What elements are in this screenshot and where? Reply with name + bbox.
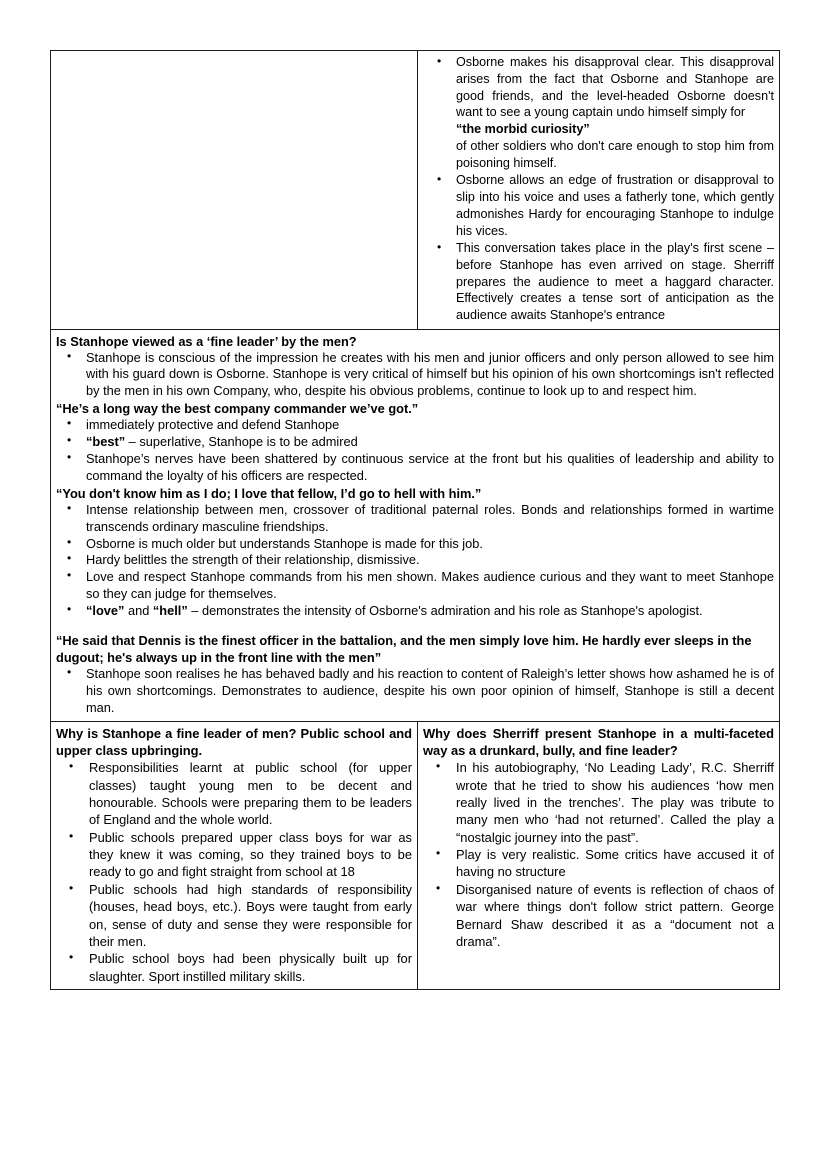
text-run: Public schools prepared upper class boys for war as they knew it was coming, so they trained boys to be ready to go and fight straight from school at 18 <box>89 829 412 880</box>
emphasised-text: “He’s a long way the best company commander we’ve got.” <box>56 401 419 417</box>
text-run: – demonstrates the intensity of Osborne's admiration and his role as Stanhope's apologist. <box>187 603 703 619</box>
text-run: Hardy belittles the strength of their relationship, dismissive. <box>86 552 420 568</box>
text-run: In his autobiography, ‘No Leading Lady’, R.C. Sherriff wrote that he tried to show his audiences ‘how men really lived in the trenches’. The play was tribute to many men who ‘had not returned’. Called the play a “nostalgic journey into the past”. <box>456 760 774 845</box>
list-item <box>423 881 774 950</box>
list-item <box>56 536 774 553</box>
text-run: Stanhope’s nerves have been shattered by continuous service at the front but his qualities of leadership and ability to command the loyalty of his officers are respected. <box>86 450 774 483</box>
text-run: Disorganised nature of events is reflection of chaos of war where things don't follow strict pattern. George Bernard Shaw described it as a “document not a drama”. <box>456 881 774 949</box>
text-run: Responsibilities learnt at public school (for upper classes) taught young men to be decent and honourable. Schools were preparing them to be leaders of England and the whole world. <box>89 760 412 828</box>
section-heading <box>56 632 774 666</box>
list-item <box>56 350 774 401</box>
emphasised-text: “best” <box>86 434 126 450</box>
list-item <box>56 950 412 985</box>
section-heading-multi-faceted: Why does Sherriff present Stanhope in a multi-faceted way as a drunkard, bully, and fine leader? <box>423 725 774 759</box>
text-run: Public school boys had been physically built up for slaughter. Sport instilled military skills. <box>89 951 412 984</box>
cell-row3-left <box>51 721 418 989</box>
section-heading-public-school: Why is Stanhope a fine leader of men? Public school and upper class upbringing. <box>56 725 412 759</box>
text-run: Public schools had high standards of responsibility (houses, head boys, etc.). Boys were taught from early on, sense of duty and sense they were responsible for their men. <box>89 881 412 949</box>
emphasised-text: “He said that Dennis is the finest officer in the battalion, and the men simply love him. He hardly ever sleeps in the dugout; he's always up in the front line with the men” <box>56 633 752 666</box>
list-item <box>56 666 774 717</box>
text-run: Love and respect Stanhope commands from his men shown. Makes audience curious and they want to meet Stanhope so they can judge for themselves. <box>86 569 774 602</box>
text-run: • Osborne allows an edge of frustration or disapproval to slip into his voice and uses a fatherly tone, which gently admonishes Hardy for encouraging Stanhope to indulge his vices. <box>456 173 774 238</box>
cell-row1-left <box>51 51 418 330</box>
table-row <box>51 51 780 330</box>
cell-row2-fine-leader <box>51 329 780 721</box>
bullet-list-osborne <box>423 54 774 324</box>
cell-row3-right <box>418 721 780 989</box>
list-item <box>56 417 774 434</box>
text-run: – superlative, Stanhope is to be admired <box>125 434 358 450</box>
list-item <box>56 881 412 950</box>
notes-table <box>50 50 780 990</box>
list-item <box>56 502 774 536</box>
text-run: • Osborne makes his disapproval clear. This disapproval arises from the fact that Osborne and Stanhope are good friends, and the level-headed Osborne doesn't want to see a young captain undo himself simply for <box>456 55 774 120</box>
cell-row1-right <box>418 51 780 330</box>
text-run: • This conversation takes place in the play's first scene – before Stanhope has even arrived on stage. Sherriff prepares the audience to meet a haggard character. Effectively creates a tense sort of anticipation as the audience awaits Stanhope's entrance <box>456 240 774 323</box>
section-heading <box>56 400 774 417</box>
text-run: immediately protective and defend Stanhope <box>86 417 340 433</box>
text-run: Stanhope is conscious of the impression he creates with his men and junior officers and only person allowed to see him with his guard down is Osborne. Stanhope is very critical of himself but his opinion of his own shortcomings isn't reflected by the men in his own Company, who, despite his obvious problems, continue to look up to and respect him. <box>86 349 774 399</box>
table-row <box>51 329 780 721</box>
emphasised-text: “hell” <box>152 603 188 619</box>
text-run: Stanhope soon realises he has behaved badly and his reaction to content of Raleigh’s letter shows how ashamed he is of his own shortcomings. Demonstrates to audience, despite his own poor opinion of himself, Stanhope is still a decent man. <box>86 666 774 715</box>
table-row <box>51 721 780 989</box>
bullet-list <box>56 502 774 620</box>
list-item <box>56 829 412 881</box>
bullet-list-multi-faceted <box>423 759 774 950</box>
list-item <box>423 240 774 324</box>
emphasised-text: “love” <box>86 603 125 619</box>
list-item <box>423 759 774 846</box>
list-item <box>56 552 774 569</box>
bullet-list <box>56 417 774 485</box>
fine-leader-content <box>56 333 774 717</box>
list-item <box>423 846 774 881</box>
text-run: of other soldiers who don't care enough to stop him from poisoning himself. <box>456 139 774 170</box>
emphasised-text: “the morbid curiosity” <box>456 122 590 137</box>
bullet-list <box>56 666 774 717</box>
list-item <box>423 172 774 239</box>
bullet-list <box>56 350 774 401</box>
list-item <box>56 603 774 620</box>
section-heading <box>56 333 774 350</box>
text-run: and <box>124 603 153 619</box>
list-item <box>423 54 774 172</box>
text-run: Osborne is much older but understands Stanhope is made for this job. <box>86 535 483 551</box>
list-item <box>56 451 774 485</box>
emphasised-text: Is Stanhope viewed as a ‘fine leader’ by the men? <box>56 333 357 349</box>
bullet-list-public-school <box>56 759 412 984</box>
emphasised-text: “You don't know him as I do; I love that fellow, I’d go to hell with him.” <box>56 485 482 501</box>
list-item <box>56 434 774 451</box>
text-run: Intense relationship between men, crossover of traditional paternal roles. Bonds and relationships formed in wartime transcends ordinary masculine friendships. <box>86 501 774 534</box>
list-item <box>56 569 774 603</box>
section-heading <box>56 485 774 502</box>
text-run: Play is very realistic. Some critics have accused it of having no structure <box>456 847 774 880</box>
list-item <box>56 759 412 828</box>
